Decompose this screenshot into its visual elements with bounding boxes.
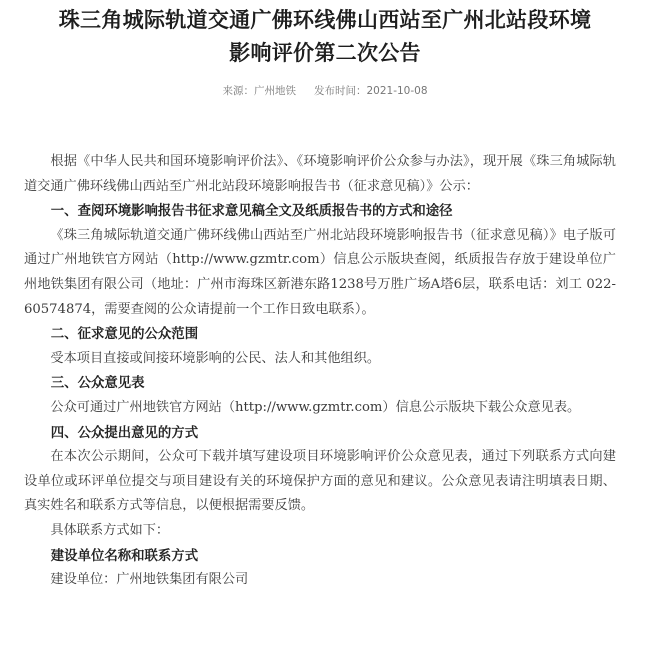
article-title-line-1: 珠三角城际轨道交通广佛环线佛山西站至广州北站段环境 [58, 8, 592, 32]
section-4-heading: 四、公众提出意见的方式 [50, 424, 199, 441]
section-1-text: 《珠三角城际轨道交通广佛环线佛山西站至广州北站段环境影响报告书（征求意见稿）》电子版可通过广州地铁官方网站（http://www.gzmtr.com）信息公示版块查阅，纸质报告存放于建设单位广州地铁集团有限公司（地址：广州市海珠区新港东路1238号万胜广场A塔6层，联系电话：刘工 022-60574874，需要查阅的公众请提前一个工作日致电联系）。 [24, 227, 616, 317]
intro-paragraph: 根据《中华人民共和国环境影响评价法》、《环境影响评价公众参与办法》，现开展《珠三角城际轨道交通广佛环线佛山西站至广州北站段环境影响报告书（征求意见稿）》公示： [24, 154, 616, 194]
section-4-text: 在本次公示期间，公众可下载并填写建设项目环境影响评价公众意见表，通过下列联系方式向建设单位或环评单位提交与项目建设有关的环境保护方面的意见和建议。公众意见表请注明填表日期、真实姓名和联系方式等信息，以便根据需要反馈。 [24, 449, 616, 514]
section-3-text: 公众可通过广州地铁官方网站（http://www.gzmtr.com）信息公示版块下载公众意见表。 [50, 399, 581, 415]
section-3-heading: 三、公众意见表 [50, 375, 145, 392]
source-label: 来源：广州地铁 [222, 85, 296, 97]
contact-unit: 建设单位：广州地铁集团有限公司 [50, 572, 249, 588]
contact-heading: 建设单位名称和联系方式 [50, 547, 199, 564]
article-title [0, 0, 650, 70]
publish-time: 发布时间：2021-10-08 [313, 85, 428, 97]
section-1-heading: 一、查阅环境影响报告书征求意见稿全文及纸质报告书的方式和途径 [50, 203, 453, 220]
contact-intro: 具体联系方式如下： [50, 522, 170, 538]
article-body [24, 150, 616, 593]
section-2-heading: 二、征求意见的公众范围 [50, 326, 199, 343]
section-2-text: 受本项目直接或间接环境影响的公民、法人和其他组织。 [50, 350, 381, 366]
article-meta [0, 81, 650, 101]
article-title-line-2: 影响评价第二次公告 [229, 41, 421, 65]
